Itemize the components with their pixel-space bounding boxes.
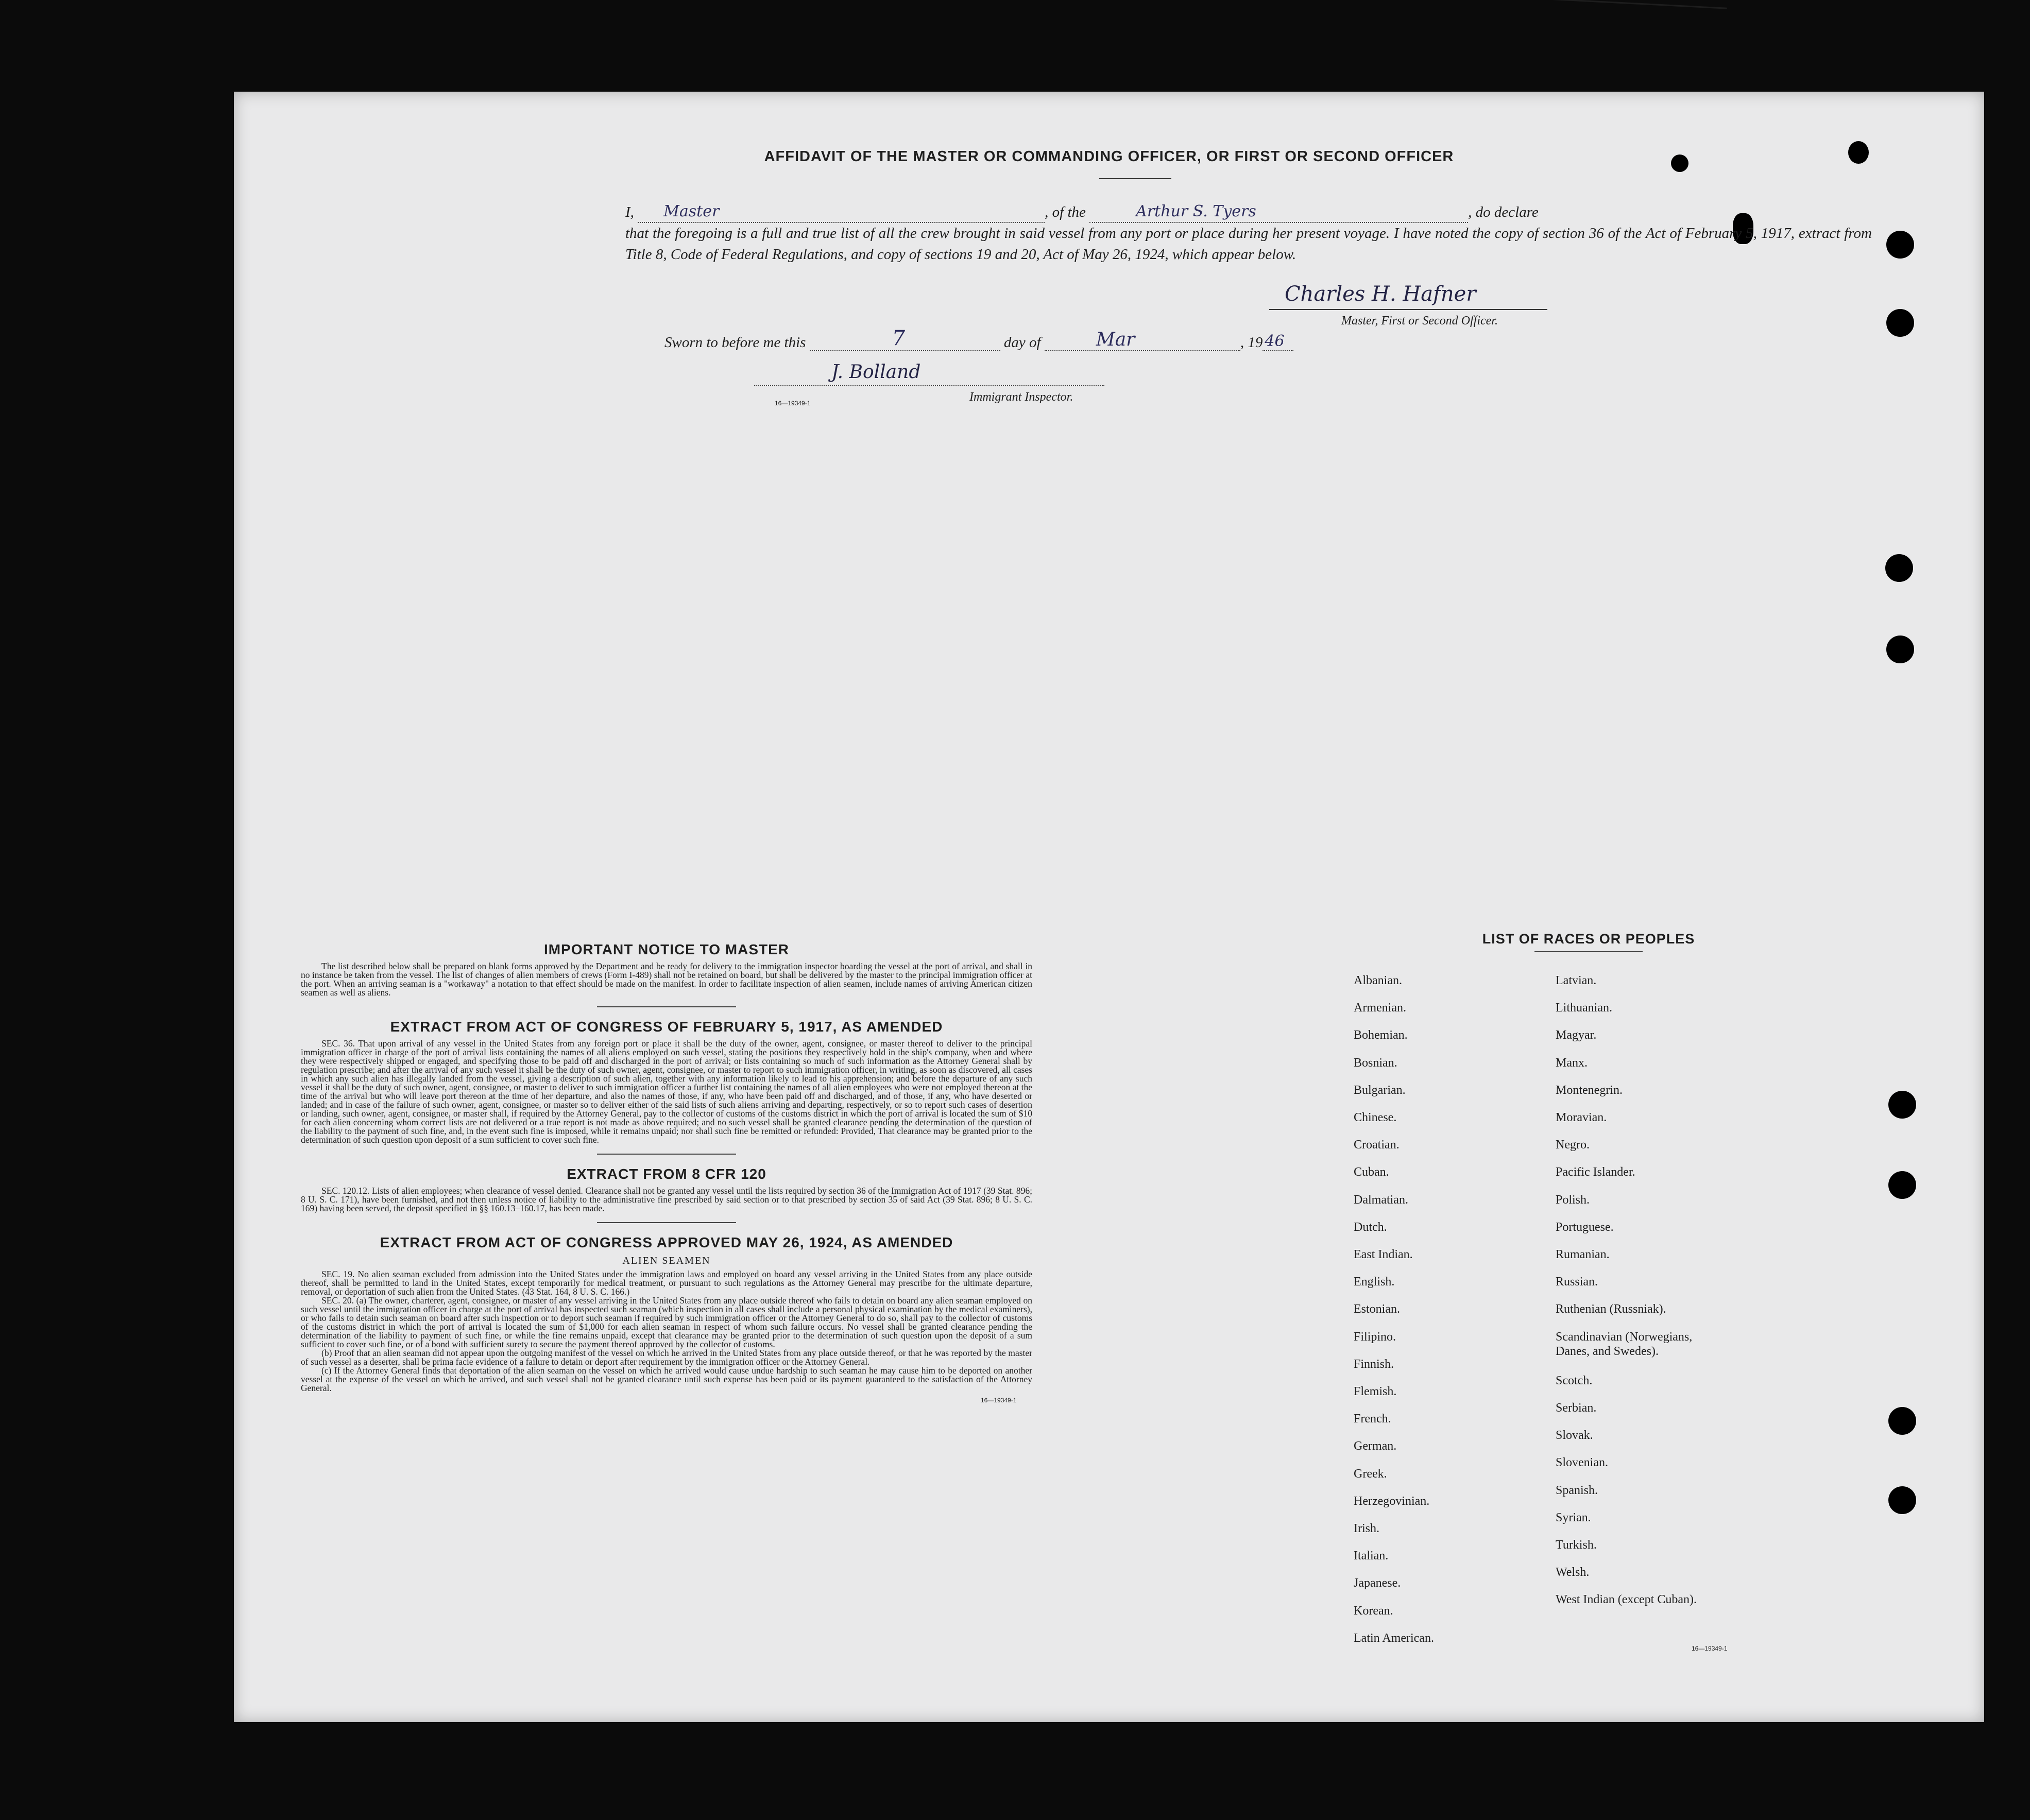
- punch-hole: [1888, 1171, 1916, 1199]
- signature-caption: Master, First or Second Officer.: [1341, 314, 1498, 328]
- race-item: Herzegovinian.: [1354, 1494, 1430, 1508]
- declaration-mid: , of the: [1045, 204, 1086, 220]
- races-rule: [1534, 951, 1643, 952]
- declaration-line-1: [625, 202, 1872, 223]
- scan-edge-shadow: [1436, 0, 1727, 71]
- race-item: Pacific Islander.: [1556, 1165, 1635, 1179]
- race-item: German.: [1354, 1439, 1397, 1453]
- affidavit-form-number: 16—19349-1: [775, 400, 811, 407]
- race-item: Ruthenian (Russniak).: [1556, 1302, 1666, 1316]
- declaration-body: that the foregoing is a full and true list of all the crew brought in said vessel from any port or place during her present voyage. I have noted the copy of section 36 of the Act of February 5, 1917, extract from Title 8, Code of Federal Regulations, and copy of sections 19 and 20, Act of May 26, 1924, which appear below.: [625, 225, 1872, 263]
- race-item: Dalmatian.: [1354, 1193, 1408, 1207]
- race-item: Cuban.: [1354, 1165, 1389, 1179]
- punch-hole: [1886, 231, 1914, 259]
- race-item: Lithuanian.: [1556, 1001, 1612, 1015]
- race-item: Spanish.: [1556, 1483, 1598, 1497]
- race-item: Slovak.: [1556, 1429, 1593, 1443]
- race-item: Italian.: [1354, 1549, 1389, 1563]
- race-item: Portuguese.: [1556, 1220, 1614, 1234]
- race-item: Moravian.: [1556, 1111, 1607, 1124]
- sworn-month-handwriting: Mar: [1096, 329, 1135, 350]
- race-item: Bosnian.: [1354, 1056, 1397, 1070]
- races-title: LIST OF RACES OR PEOPLES: [1482, 931, 1695, 947]
- punch-hole: [1888, 1407, 1916, 1435]
- inspector-line: [754, 385, 1104, 386]
- race-item: Armenian.: [1354, 1001, 1406, 1015]
- race-item: Scandinavian (Norwegians, Danes, and Swedes).: [1556, 1330, 1693, 1358]
- declaration-prefix: I,: [625, 204, 634, 220]
- sec19-text: SEC. 19. No alien seaman excluded from admission into the United States under the immigration laws and employed on board any vessel arriving in the United States from any place outside thereof, shall be permitted to land in the United States, except temporarily for medical treatment, or pursuant to such regulations as the Attorney General may prescribe for the ultimate departure, removal, or deportation of such alien from the United States. (43 Stat. 164, 8 U. S. C. 166.): [301, 1269, 1032, 1297]
- sworn-line: [664, 327, 1293, 351]
- declaration-suffix: , do declare: [1468, 204, 1539, 220]
- race-item: Syrian.: [1556, 1510, 1591, 1524]
- divider: [597, 1154, 736, 1155]
- extract-1917-text: SEC. 36. That upon arrival of any vessel in the United States from any foreign port or place it shall be the duty of the owner, agent, consignee, or master thereof to deliver to the principal immigration officer in charge of the port of arrival lists containing the names of all aliens employed on such vessel, stating the positions they respectively hold in the ship's company, when and where they were respectively shipped or engaged, and specifying those to be paid off and discharged in the port of arrival; or lists containing so much of such information as the Attorney General shall by regulation prescribe; and after the arrival of any such vessel it shall be the duty of such owner, agent, consignee, or master to report to such immigration officer, in writing, as soon as discovered, all cases in which any such alien has illegally landed from the vessel, giving a description of such alien, together with any information likely to lead to his apprehension; and before the departure of any such vessel it shall be the duty of such owner, agent, consignee, or master to deliver to such immigration officer a further list containing the names of all alien employees who were not employed thereon at the time of the arrival but who will leave port thereon at the time of her departure, and also the names of those, if any, who have been paid off and discharged, and of those, if any, who have deserted or landed; and in case of the failure of such owner, agent, consignee, or master so to deliver either of the said lists of such aliens arriving and departing, respectively, or so to report such cases of desertion or landing, such owner, agent, consignee, or master shall, if required by the Attorney General, pay to the collector of customs of the customs district in which the port of arrival is located the sum of $10 for each alien concerning whom correct lists are not delivered or a true report is not made as above required; and no such vessel shall be granted clearance pending the determination of the question of the liability to the payment of such fine, and, in the event such fine is imposed, while it remains unpaid; nor shall such fine be remitted or refunded: Provided, That clearance may be granted prior to the determination of such question upon deposit of a sum sufficient to cover such fine.: [301, 1038, 1032, 1145]
- race-item: Russian.: [1556, 1275, 1598, 1289]
- race-item: Bohemian.: [1354, 1028, 1408, 1042]
- vessel-handwriting: Arthur S. Tyers: [1136, 202, 1256, 220]
- signature-line: [1269, 309, 1547, 310]
- legal-notices-column: [301, 941, 1032, 1404]
- race-item: Montenegrin.: [1556, 1083, 1623, 1097]
- master-signature: Charles H. Hafner: [1285, 282, 1476, 306]
- extract-1924-title: EXTRACT FROM ACT OF CONGRESS APPROVED MAY 26, 1924, AS AMENDED: [380, 1234, 953, 1250]
- race-item: Turkish.: [1556, 1538, 1597, 1552]
- race-item: Latin American.: [1354, 1631, 1434, 1645]
- sworn-year-prefix: , 19: [1240, 334, 1263, 351]
- extract-8cfr-title: EXTRACT FROM 8 CFR 120: [567, 1166, 766, 1182]
- notice-text: The list described below shall be prepared on blank forms approved by the Department and be ready for delivery to the immigration inspector boarding the vessel at the port of arrival, and shall in no instance be taken from the vessel. The list of changes of alien members of crews (Form I-489) shall not be retained on board, but shall be delivered by the master to the principal immigration officer at the port. When an arriving seaman is a "workaway" a notation to that effect should be made on the manifest. In order to facilitate inspection of alien seamen, include names of arriving American citizen seamen as well as aliens.: [301, 961, 1032, 998]
- alien-seamen-subtitle: ALIEN SEAMEN: [622, 1255, 711, 1266]
- sec20a-text: SEC. 20. (a) The owner, charterer, agent, consignee, or master of any vessel arriving in the United States from any place outside thereof who fails to detain on board any alien seaman employed on such vessel until the immigration officer in charge at the port of arrival has inspected such seaman (which inspection in all cases shall include a personal physical examination by the medical examiners), or who fails to detain such seaman on board after such inspection or to deport such seaman if required by such immigration officer or the Attorney General to do so, shall pay to the collector of customs of the customs district in which the port of arrival is located the sum of $1,000 for each alien seaman in respect of whom such failure occurs. No vessel shall be granted clearance pending the determination of the liability to payment of such fine, or while the fine remains unpaid, except that clearance may be granted prior to the determination of such question upon the deposit of a sum sufficient to cover such fine, or of a bond with sufficient surety to secure the payment thereof approved by the collector of customs.: [301, 1295, 1032, 1349]
- race-item: French.: [1354, 1412, 1391, 1426]
- race-item: Scotch.: [1556, 1373, 1593, 1387]
- sworn-day-handwriting: 7: [892, 327, 906, 350]
- races-form-number: 16—19349-1: [1692, 1645, 1728, 1652]
- race-item: Dutch.: [1354, 1220, 1387, 1234]
- race-item: Korean.: [1354, 1604, 1393, 1618]
- race-item: West Indian (except Cuban).: [1556, 1593, 1697, 1607]
- race-item: Manx.: [1556, 1056, 1588, 1070]
- sworn-prefix: Sworn to before me this: [664, 334, 806, 351]
- race-item: Serbian.: [1556, 1401, 1597, 1415]
- declaration-block: [625, 202, 1872, 265]
- vessel-name-field: [1089, 202, 1468, 223]
- race-item: Estonian.: [1354, 1302, 1400, 1316]
- race-item: Rumanian.: [1556, 1248, 1610, 1261]
- master-name-field: [638, 202, 1045, 223]
- punch-hole: [1886, 309, 1914, 337]
- punch-hole: [1888, 1486, 1916, 1514]
- race-item: Slovenian.: [1556, 1456, 1608, 1470]
- sworn-year-field: [1263, 334, 1293, 351]
- sworn-year-handwriting: 46: [1265, 332, 1285, 350]
- race-item: East Indian.: [1354, 1248, 1413, 1261]
- punch-hole: [1886, 636, 1914, 663]
- race-item: Flemish.: [1354, 1385, 1397, 1398]
- master-handwriting: Master: [663, 202, 720, 220]
- race-item: Japanese.: [1354, 1576, 1401, 1590]
- inspector-signature: J. Bolland: [831, 362, 921, 383]
- form-page: [234, 92, 1984, 1722]
- race-item: Chinese.: [1354, 1111, 1397, 1124]
- punch-hole: [1885, 554, 1913, 582]
- race-item: Irish.: [1354, 1522, 1379, 1535]
- race-item: Welsh.: [1556, 1566, 1590, 1579]
- inspector-caption: Immigrant Inspector.: [969, 390, 1073, 404]
- sec20b-text: (b) Proof that an alien seaman did not appear upon the outgoing manifest of the vessel on which he arrived in the United States from any place outside thereof, or that he was reported by the master of such vessel as a deserter, shall be prima facie evidence of a failure to detain or deport after requirement by the immigration officer or the Attorney General.: [301, 1348, 1032, 1367]
- race-item: Croatian.: [1354, 1138, 1400, 1152]
- divider: [597, 1006, 736, 1007]
- extract-1917-title: EXTRACT FROM ACT OF CONGRESS OF FEBRUARY 5, 1917, AS AMENDED: [390, 1019, 943, 1035]
- race-item: Greek.: [1354, 1467, 1387, 1481]
- affidavit-title: AFFIDAVIT OF THE MASTER OR COMMANDING OFFICER, OR FIRST OR SECOND OFFICER: [764, 148, 1454, 165]
- race-item: Albanian.: [1354, 974, 1402, 987]
- race-item: Filipino.: [1354, 1330, 1396, 1344]
- race-item: Latvian.: [1556, 974, 1597, 987]
- punch-hole: [1888, 1091, 1916, 1119]
- race-item: Magyar.: [1556, 1028, 1597, 1042]
- race-item: Bulgarian.: [1354, 1083, 1406, 1097]
- sworn-month-field: [1045, 329, 1240, 351]
- race-item: Polish.: [1556, 1193, 1590, 1207]
- extract-8cfr-text: SEC. 120.12. Lists of alien employees; when clearance of vessel denied. Clearance shall not be granted any vessel until the lists required by section 36 of the Immigration Act of 1917 (39 Stat. 896; 8 U. S. C. 171), have been furnished, and not then unless notice of liability to the administrative fine prescribed by said section or to that prescribed by section 35 of said Act (39 Stat. 896; 8 U. S. C. 169) having been served, the deposit specified in §§ 160.13–160.17, has been made.: [301, 1186, 1032, 1213]
- race-item: Finnish.: [1354, 1357, 1394, 1371]
- sec20c-text: (c) If the Attorney General finds that deportation of the alien seaman on the vessel on which he arrived would cause undue hardship to such seaman he may cause him to be deported on another vessel at the expense of the vessel on which he arrived, and such vessel shall not be granted clearance until such expense has been paid or its payment guaranteed to the satisfaction of the Attorney General.: [301, 1365, 1032, 1393]
- title-rule: [1099, 178, 1171, 179]
- race-item: Negro.: [1556, 1138, 1590, 1152]
- race-item: English.: [1354, 1275, 1395, 1289]
- races-list: [1357, 931, 1820, 952]
- extract-form-number: 16—19349-1: [981, 1397, 1017, 1404]
- notice-title: IMPORTANT NOTICE TO MASTER: [543, 941, 790, 957]
- sworn-day-field: [810, 327, 1000, 351]
- divider: [597, 1222, 736, 1223]
- sworn-mid: day of: [1003, 334, 1041, 351]
